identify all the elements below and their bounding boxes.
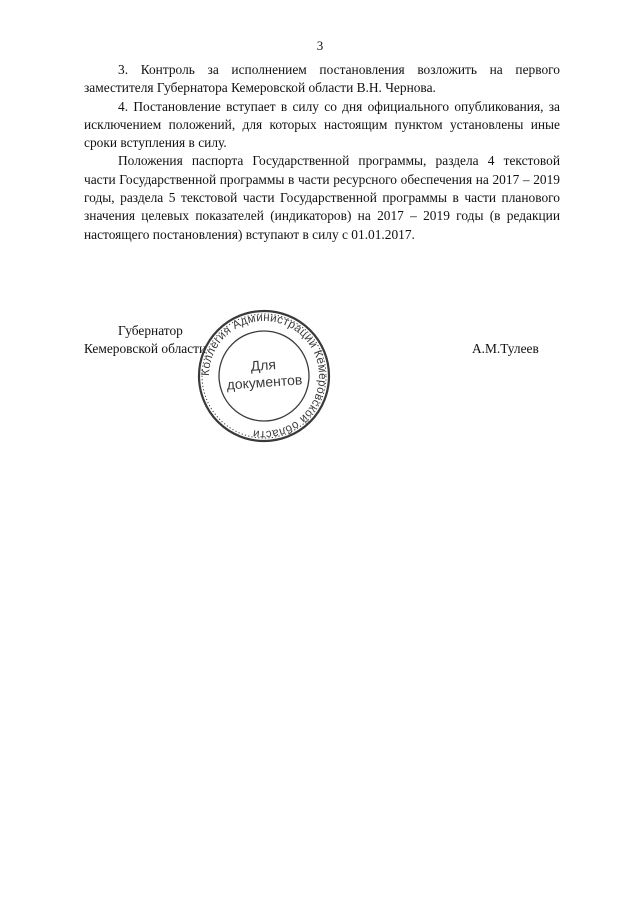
stamp-center-line2: документов — [226, 371, 303, 393]
paragraph-provisions: Положения паспорта Государственной программы, раздела 4 текстовой части Государственной программы в части ресурсного обеспечения на 2017 – 2019 годы, раздела 5 текстовой части Государственной программы в части планового значения целевых показателей (индикаторов) на 2017 – 2019 годы (в редакции настоящего постановления) вступают в силу с 01.01.2017. — [84, 153, 560, 242]
stamp-center-line1: Для — [250, 356, 277, 374]
document-body — [84, 61, 560, 244]
stamp-ring-text: Коллегия Администрации Кемеровской области — [199, 311, 329, 441]
signatory-name: А.М.Тулеев — [472, 341, 539, 356]
official-stamp — [196, 308, 332, 444]
paragraph-control: 3. Контроль за исполнением постановления возложить на первого заместителя Губернатора Кемеровской области В.Н. Чернова. — [84, 62, 560, 96]
signatory-title-line2: Кемеровской области — [84, 341, 207, 356]
signatory-title-line1: Губернатор — [118, 323, 183, 338]
paragraph-effective: 4. Постановление вступает в силу со дня официального опубликования, за исключением положений, для которых настоящим пунктом установлены иные сроки вступления в силу. — [84, 98, 560, 151]
page-number: 3 — [316, 38, 324, 53]
